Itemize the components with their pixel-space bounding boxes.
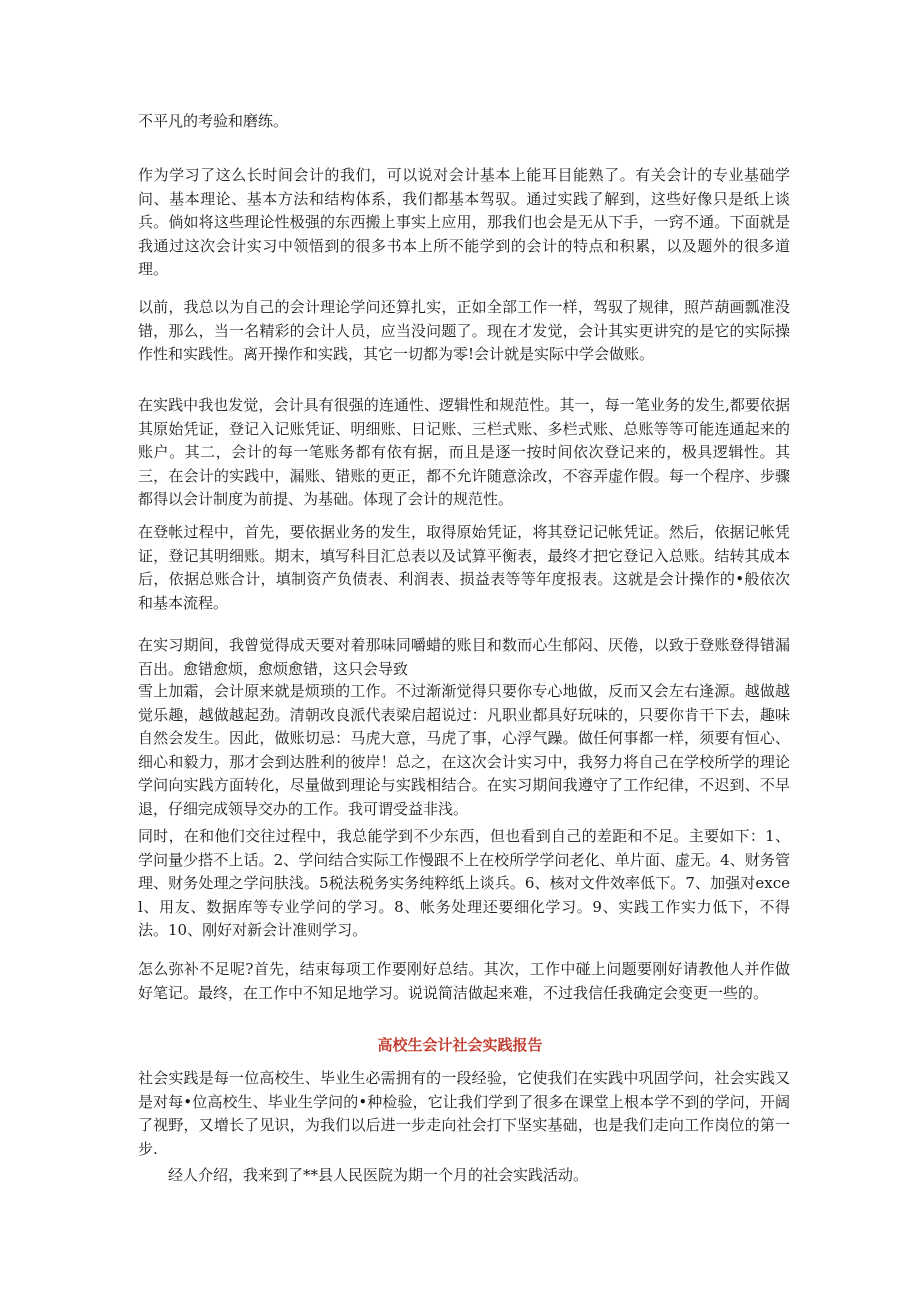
paragraph-1: 不平凡的考验和磨练。	[138, 112, 289, 130]
paragraph-9: 怎么弥补不足呢?首先，结束每项工作要刚好总结。其次，工作中碰上问题要刚好请教他人并作做好笔记。最终，在工作中不知足地学习。说说简洁做起来难，不过我信任我确定会变更一些的。	[138, 960, 790, 1002]
paragraph-5: 在登帐过程中，首先，要依据业务的发生，取得原始凭证，将其登记记帐凭证。然后，依据记帐凭证，登记其明细账。期末，填写科目汇总表以及试算平衡表，最终才把它登记入总账。结转其成本后，依据总账合计，填制资产负债表、利润表、损益表等等年度报表。这就是会计操作的•般依次和基本流程。	[138, 523, 790, 612]
report-title: 高校生会计社会实践报告	[377, 1036, 543, 1054]
paragraph-7: 雪上加霜，会计原来就是烦琐的工作。不过渐渐觉得只要你专心地做，反而又会左右逢源。越做越觉乐趣，越做越起劲。清朝改良派代表梁启超说过：凡职业都具好玩味的，只要你肯干下去，趣味自然会发生。因此，做账切忌：马虎大意，马虎了事，心浮气躁。做任何事都一样，须要有恒心、细心和毅力，那才会到达胜利的彼岸！总之，在这次会计实习中，我努力将自己在学校所学的理论学问向实践方面转化，尽量做到理论与实践相结合。在实习期间我遵守了工作纪律，不迟到、不早退，仔细完成领导交办的工作。我可谓受益非浅。	[138, 682, 790, 818]
paragraph-4: 在实践中我也发觉，会计具有很强的连通性、逻辑性和规范性。其一，每一笔业务的发生,都要依据其原始凭证，登记入记账凭证、明细账、日记账、三栏式账、多栏式账、总账等等可能连通起来的账户。其二，会计的每一笔账务都有依有据，而且是逐一按时间依次登记来的，极具逻辑性。其三，在会计的实践中，漏账、错账的更正，都不允许随意涂改，不容弄虚作假。每一个程序、步骤都得以会计制度为前提、为基础。体现了会计的规范性。	[138, 396, 790, 508]
report-paragraph-1: 社会实践是每一位高校生、毕业生必需拥有的一段经验，它使我们在实践中巩固学问，社会实践又是对每•位高校生、毕业生学问的•种检验，它让我们学到了很多在课堂上根本学不到的学问，开阔了视野，又增长了见识，为我们以后进一步走向社会打下坚实基础，也是我们走向工作岗位的第一步.	[138, 1069, 790, 1158]
paragraph-8: 同时，在和他们交往过程中，我总能学到不少东西，但也看到自己的差距和不足。主要如下：1、学问量少搭不上话。2、学问结合实际工作慢跟不上在校所学学问老化、单片面、虚无。4、财务管理、财务处理之学问肤浅。5税法税务实务纯粹纸上谈兵。6、核对文件效率低下。7、加强对excel、用友、数据库等专业学问的学习。8、帐务处理还要细化学习。9、实践工作实力低下，不得法。10、刚好对新会计准则学习。	[138, 827, 790, 939]
paragraph-2: 作为学习了这么长时间会计的我们，可以说对会计基本上能耳目能熟了。有关会计的专业基础学问、基本理论、基本方法和结构体系，我们都基本驾驭。通过实践了解到，这些好像只是纸上谈兵。倘如将这些理论性极强的东西搬上事实上应用，那我们也会是无从下手，一窍不通。下面就是我通过这次会计实习中领悟到的很多书本上所不能学到的会计的特点和积累，以及题外的很多道理。	[138, 166, 790, 278]
report-paragraph-2: 经人介绍，我来到了**县人民医院为期一个月的社会实践活动。	[168, 1166, 589, 1184]
paragraph-3: 以前，我总以为自己的会计理论学问还算扎实，正如全部工作一样，驾驭了规律，照芦葫画瓢准没错，那么，当一名精彩的会计人员，应当没问题了。现在才发觉，会计其实更讲究的是它的实际操作性和实践性。离开操作和实践，其它一切都为零!会计就是实际中学会做账。	[138, 298, 790, 363]
paragraph-6: 在实习期间，我曾觉得成天要对着那味同嚼蜡的账目和数而心生郁闷、厌倦，以致于登账登得错漏百出。愈错愈烦，愈烦愈错，这只会导致	[138, 636, 790, 678]
